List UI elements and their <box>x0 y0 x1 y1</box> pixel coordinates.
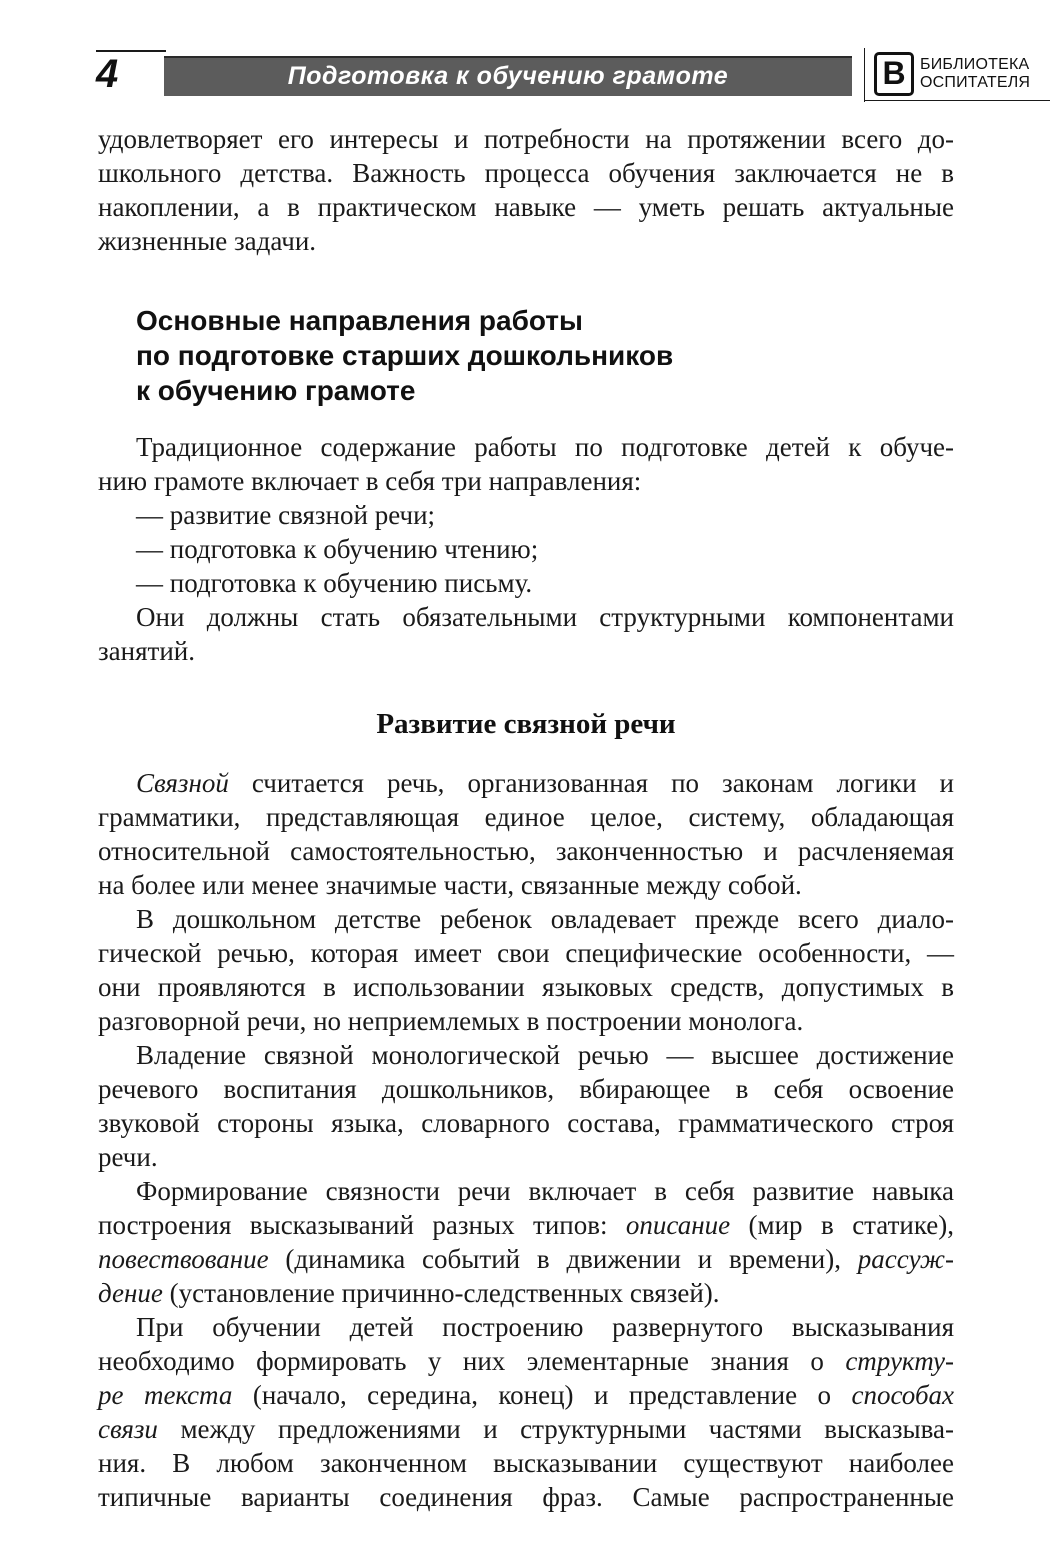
text-run: (динамика событий в движении и времени), <box>268 1244 858 1274</box>
paragraph-line: Традиционное содержание работы по подготовке детей к обуче- <box>136 432 954 462</box>
paragraph-line <box>98 1208 954 1242</box>
italic-term: рассуж- <box>857 1244 954 1274</box>
list-item: — развитие связной речи; <box>136 500 436 530</box>
italic-term: способах <box>851 1380 955 1410</box>
series-logo-line1: БИБЛИОТЕКА <box>920 56 1030 73</box>
running-title-bar <box>164 56 852 96</box>
section-heading-line: Основные направления работы <box>136 305 583 336</box>
text-run: необходимо формировать у них элементарные знания о <box>98 1346 846 1376</box>
text-run: (мир в статике), <box>730 1210 955 1240</box>
paragraph-line: При обучении детей построению развернутого высказывания <box>136 1312 954 1342</box>
italic-term: связи <box>98 1414 158 1444</box>
paragraph-line: звуковой стороны языка, словарного состава, грамматического строя <box>98 1108 954 1138</box>
italic-term: описание <box>625 1210 731 1240</box>
subsection-heading: Развитие связной речи <box>376 708 676 740</box>
series-logo-letter: В <box>874 52 914 96</box>
paragraph-line: разговорной речи, но неприемлемых в построении монолога. <box>98 1006 804 1036</box>
paragraph-line <box>98 1242 954 1276</box>
intro-line: школьного детства. Важность процесса обучения заключается не в <box>98 158 954 188</box>
paragraph-line <box>136 766 954 800</box>
text-run: считается речь, организованная по законам логики и <box>228 768 954 798</box>
text-run: (начало, середина, конец) и представление о <box>232 1380 852 1410</box>
paragraph-line: В дошкольном детстве ребенок овладевает прежде всего диало- <box>136 904 954 934</box>
paragraph-line: гической речью, которая имеет свои специфические особенности, — <box>98 938 954 968</box>
italic-term: Связной <box>136 768 229 798</box>
italic-term: повествование <box>98 1244 269 1274</box>
paragraph-line <box>98 1412 954 1446</box>
header-divider <box>864 48 865 102</box>
text-run: (установление причинно-следственных связей). <box>162 1278 720 1308</box>
paragraph-line <box>98 1344 954 1378</box>
paragraph-line <box>98 1378 954 1412</box>
running-title: Подготовка к обучению грамоте <box>287 62 729 90</box>
running-header <box>96 44 1031 104</box>
paragraph-line: Формирование связности речи включает в себя развитие навыка <box>136 1176 954 1206</box>
list-item: — подготовка к обучению письму. <box>136 568 533 598</box>
paragraph-line: грамматики, представляющая единое целое, систему, обладающая <box>98 802 954 832</box>
page-number: 4 <box>96 52 119 96</box>
paragraph-line: на более или менее значимые части, связанные между собой. <box>98 870 802 900</box>
paragraph-line: типичные варианты соединения фраз. Самые распространенные <box>98 1482 954 1512</box>
intro-line: жизненные задачи. <box>98 226 317 256</box>
paragraph-line: Они должны стать обязательными структурными компонентами <box>136 602 954 632</box>
paragraph-line <box>98 1276 954 1310</box>
italic-term: структу- <box>845 1346 954 1376</box>
text-run: между предложениями и структурными частями высказыва- <box>157 1414 954 1444</box>
series-logo-text <box>920 56 1060 92</box>
series-logo-line2: ОСПИТАТЕЛЯ <box>920 74 1031 91</box>
paragraph-line: Владение связной монологической речью — высшее достижение <box>136 1040 954 1070</box>
intro-line: удовлетворяет его интересы и потребности на протяжении всего до- <box>98 124 954 154</box>
italic-term: ре текста <box>98 1380 233 1410</box>
paragraph-line: занятий. <box>98 636 195 666</box>
section-heading-line: по подготовке старших дошкольников <box>136 340 674 371</box>
paragraph-line: они проявляются в использовании языковых средств, допустимых в <box>98 972 954 1002</box>
header-logo-underline <box>864 100 1050 101</box>
paragraph-line: речи. <box>98 1142 158 1172</box>
paragraph-line: нию грамоте включает в себя три направления: <box>98 466 642 496</box>
list-item: — подготовка к обучению чтению; <box>136 534 539 564</box>
section-heading-line: к обучению грамоте <box>136 375 416 406</box>
italic-term: дение <box>98 1278 163 1308</box>
paragraph-line: речевого воспитания дошкольников, вбирающее в себя освоение <box>98 1074 954 1104</box>
intro-line: накоплении, а в практическом навыке — уметь решать актуальные <box>98 192 954 222</box>
paragraph-line: относительной самостоятельностью, законченностью и расчленяемая <box>98 836 954 866</box>
paragraph-line: ния. В любом законченном высказывании существуют наиболее <box>98 1448 954 1478</box>
text-run: построения высказываний разных типов: <box>98 1210 626 1240</box>
